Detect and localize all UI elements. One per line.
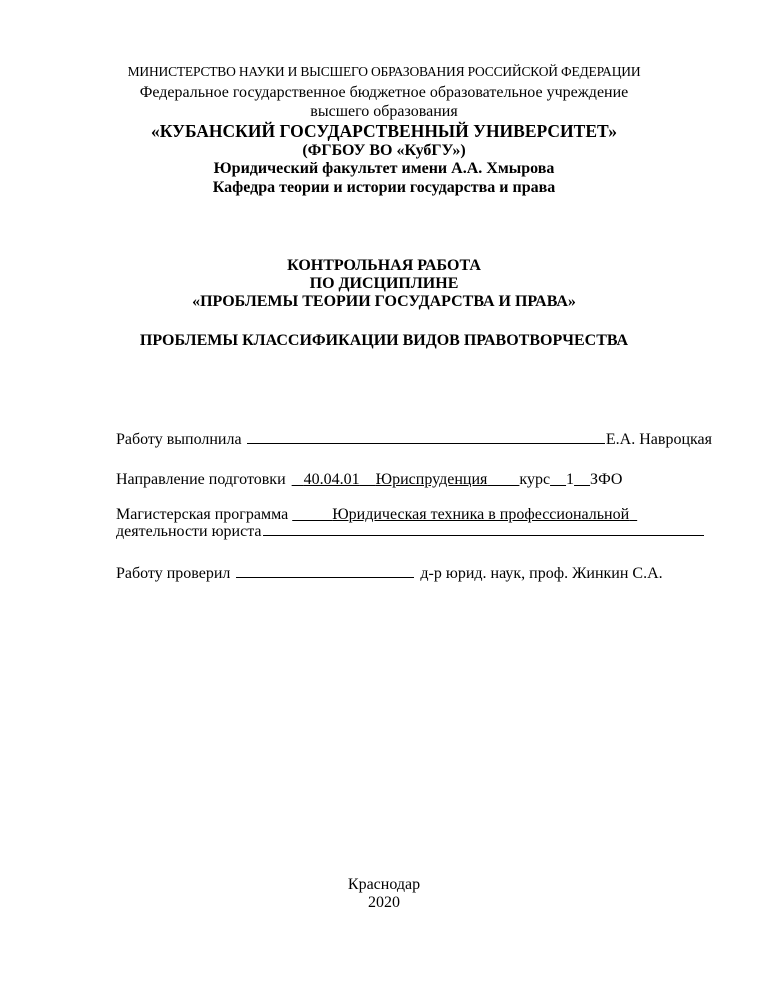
university-name: «КУБАНСКИЙ ГОСУДАРСТВЕННЫЙ УНИВЕРСИТЕТ»: [151, 121, 617, 141]
performed-by-row: [116, 429, 712, 449]
faculty-name: Юридический факультет имени А.А. Хмырова: [213, 160, 555, 177]
course-label: курс: [519, 471, 551, 488]
direction-code: 40.04.01: [303, 471, 360, 488]
city: Краснодар: [347, 876, 421, 893]
ministry-line: МИНИСТЕРСТВО НАУКИ И ВЫСШЕГО ОБРАЗОВАНИЯ РОССИЙСКОЙ ФЕДЕРАЦИИ: [127, 64, 641, 79]
checked-by-name: д-р юрид. наук, проф. Жинкин С.А.: [420, 565, 663, 582]
education-level-line: высшего образования: [310, 103, 458, 120]
work-type-title: КОНТРОЛЬНАЯ РАБОТА: [287, 257, 481, 274]
course-value: 1: [566, 471, 575, 488]
checked-by-row: [116, 563, 712, 583]
performed-by-name: Е.А. Навроцкая: [605, 431, 712, 448]
checked-signature-line: [236, 563, 414, 578]
program-fill-line: [263, 521, 705, 536]
signature-line: [247, 429, 605, 444]
study-form: ЗФО: [590, 471, 623, 488]
checked-by-label: Работу проверил: [116, 565, 231, 582]
program-value-continued: деятельности юриста: [116, 523, 262, 540]
program-row-continued: [116, 521, 712, 541]
work-topic: ПРОБЛЕМЫ КЛАССИФИКАЦИИ ВИДОВ ПРАВОТВОРЧЕСТВА: [139, 332, 629, 349]
direction-name: Юриспруденция: [375, 471, 488, 488]
university-short-name: (ФГБОУ ВО «КубГУ»): [302, 142, 466, 159]
discipline-title: «ПРОБЛЕМЫ ТЕОРИИ ГОСУДАРСТВА И ПРАВА»: [192, 293, 576, 310]
year: 2020: [368, 894, 400, 911]
program-value: Юридическая техника в профессиональной: [332, 506, 630, 523]
discipline-label: ПО ДИСЦИПЛИНЕ: [309, 275, 459, 292]
program-label: Магистерская программа: [116, 506, 289, 523]
direction-label: Направление подготовки: [116, 471, 286, 488]
institution-type-line: Федеральное государственное бюджетное образовательное учреждение: [139, 84, 629, 101]
direction-code-underline: ​: [291, 471, 304, 488]
direction-row: [116, 470, 712, 489]
performed-by-label: Работу выполнила: [116, 431, 242, 448]
department-name: Кафедра теории и истории государства и права: [212, 179, 556, 196]
